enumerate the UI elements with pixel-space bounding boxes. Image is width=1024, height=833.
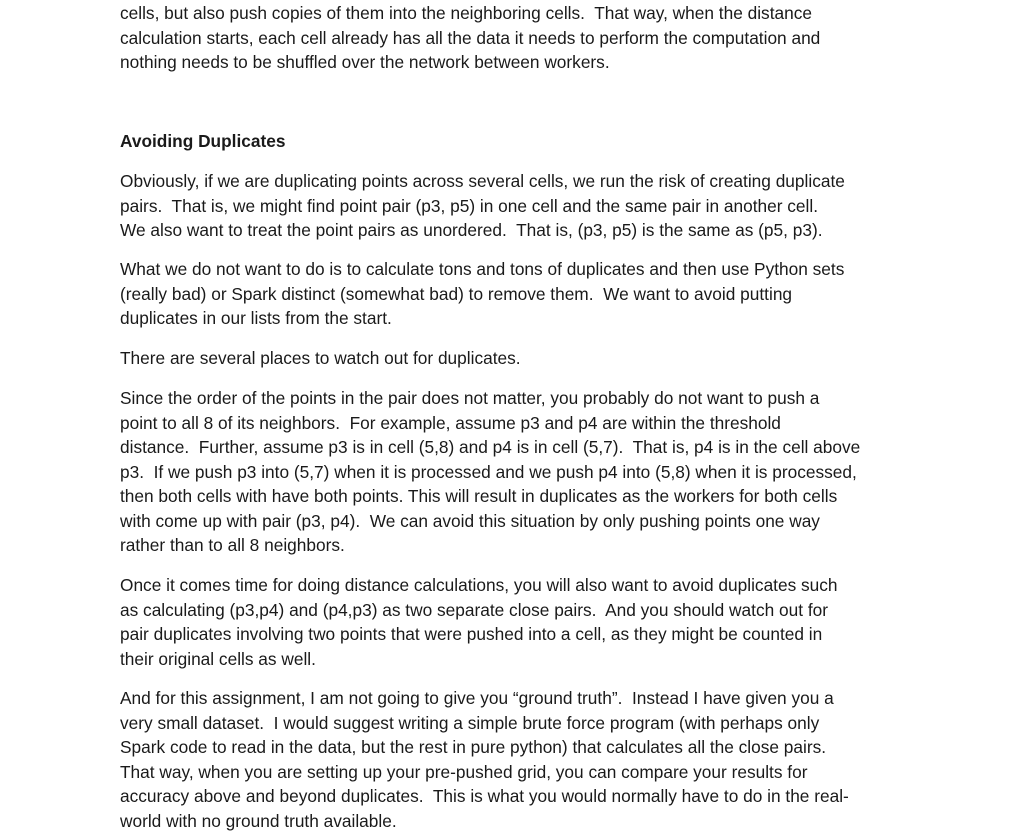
text-line: nothing needs to be shuffled over the network between workers. [120, 52, 610, 72]
text-line: Spark code to read in the data, but the rest in pure python) that calculates all the close pairs. [120, 737, 827, 757]
text-line: p3. If we push p3 into (5,7) when it is processed and we push p4 into (5,8) when it is processed, [120, 461, 857, 482]
text-line: then both cells with have both points. This will result in duplicates as the workers for both cells [120, 486, 838, 506]
text-line: calculation starts, each cell already has all the data it needs to perform the computation and [120, 27, 821, 48]
text-line: That way, when you are setting up your pre-pushed grid, you can compare your results for [120, 761, 808, 782]
text-line: very small dataset. I would suggest writing a simple brute force program (with perhaps only [120, 712, 820, 733]
heading-text: Avoiding Duplicates [120, 131, 286, 151]
text-line: Obviously, if we are duplicating points across several cells, we run the risk of creating duplicate [120, 171, 845, 191]
text-line: And for this assignment, I am not going to give you “ground truth”. Instead I have given you a [120, 688, 834, 708]
paragraph-avoid-sets [120, 257, 844, 331]
text-line: pair duplicates involving two points that were pushed into a cell, as they might be counted in [120, 624, 823, 644]
text-line: world with no ground truth available. [120, 810, 397, 831]
paragraph-duplicates-risk [120, 169, 845, 243]
paragraph-ground-truth [120, 686, 849, 833]
text-line: duplicates in our lists from the start. [120, 308, 392, 328]
paragraph-distance-calc [120, 573, 838, 671]
paragraph-neighbors [120, 386, 860, 558]
text-line: accuracy above and beyond duplicates. This is what you would normally have to do in the real- [120, 786, 849, 806]
text-line: (really bad) or Spark distinct (somewhat bad) to remove them. We want to avoid putting [120, 283, 793, 304]
text-line: What we do not want to do is to calculate tons and tons of duplicates and then use Python sets [120, 259, 845, 279]
paragraph-intro [120, 1, 820, 75]
text-line: rather than to all 8 neighbors. [120, 535, 345, 555]
text-line: point to all 8 of its neighbors. For example, assume p3 and p4 are within the threshold [120, 412, 781, 433]
text-line: Since the order of the points in the pair does not matter, you probably do not want to push a [120, 388, 820, 408]
text-line: Once it comes time for doing distance calculations, you will also want to avoid duplicates such [120, 575, 838, 595]
paragraph-watch-out [120, 346, 521, 371]
text-line: with come up with pair (p3, p4). We can avoid this situation by only pushing points one way [120, 510, 820, 531]
text-line: We also want to treat the point pairs as unordered. That is, (p3, p5) is the same as (p5, p3). [120, 220, 823, 240]
section-heading [120, 129, 285, 154]
text-line: distance. Further, assume p3 is in cell (5,8) and p4 is in cell (5,7). That is, p4 is in the cell above [120, 437, 861, 457]
text-line: cells, but also push copies of them into the neighboring cells. That way, when the distance [120, 3, 812, 23]
text-line: their original cells as well. [120, 648, 316, 669]
text-line: as calculating (p3,p4) and (p4,p3) as two separate close pairs. And you should watch out for [120, 599, 828, 620]
text-line: There are several places to watch out for duplicates. [120, 348, 521, 368]
text-line: pairs. That is, we might find point pair (p3, p5) in one cell and the same pair in another cell. [120, 195, 819, 216]
